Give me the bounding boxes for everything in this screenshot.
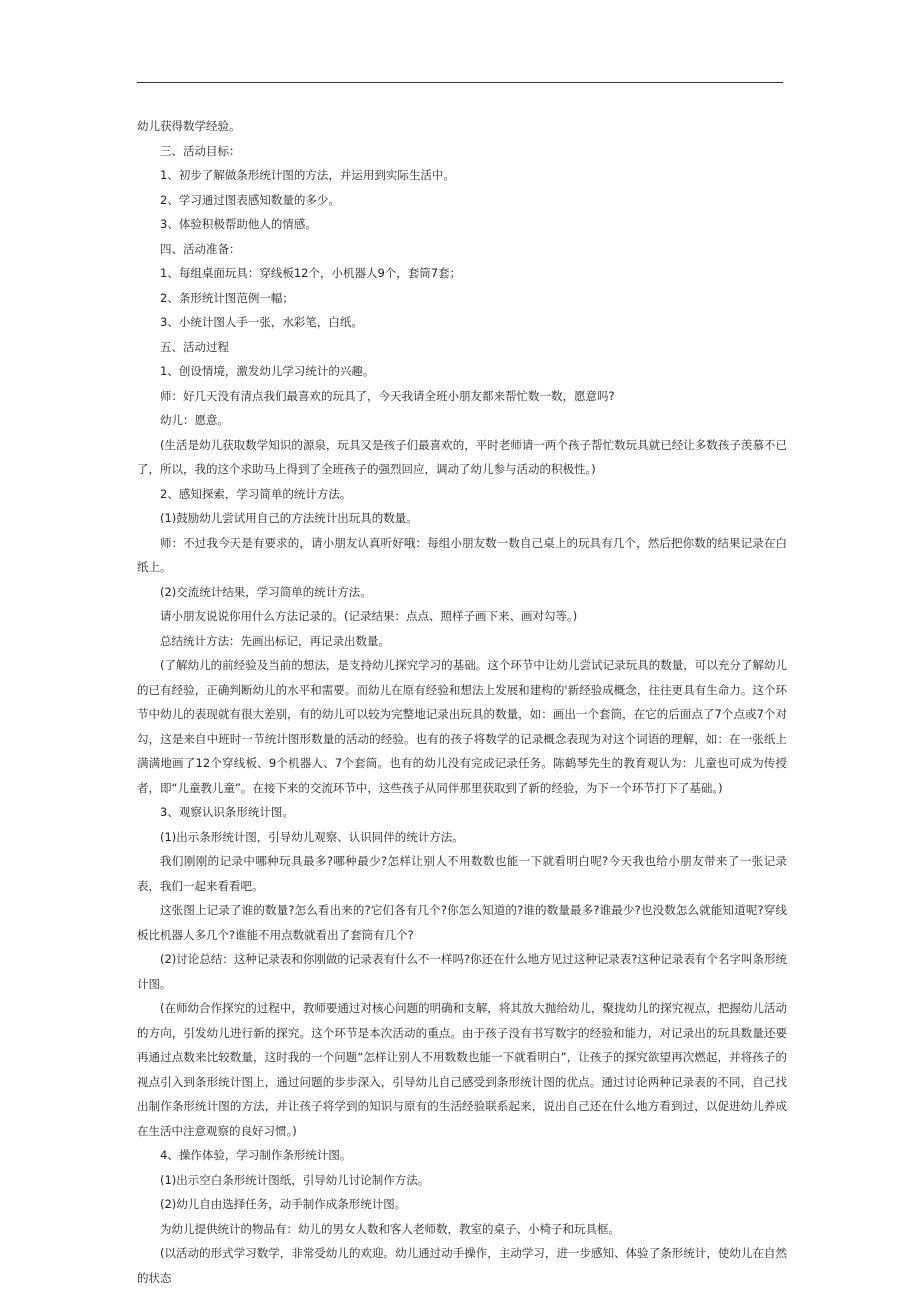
paragraph: 总结统计方法：先画出标记，再记录出数量。	[160, 633, 390, 648]
paragraph: (1)出示条形统计图，引导幼儿观察、认识同伴的统计方法。	[160, 829, 464, 844]
paragraph: 我们刚刚的记录中哪种玩具最多?哪种最少?怎样让别人不用数数也能一下就看明白呢?今天我也给小朋友带来了一张记录表，我们一起来看看吧。	[137, 854, 787, 893]
paragraph: (2)讨论总结：这种记录表和你刚做的记录表有什么不一样吗?你还在什么地方见过这种记录表?这种记录表有个名字叫条形统计图。	[137, 952, 787, 991]
section-heading: 三、活动目标：	[160, 143, 241, 158]
paragraph: 为幼儿提供统计的物品有：幼儿的男女人数和客人老师数，教室的桌子、小椅子和玩具框。	[160, 1221, 620, 1236]
commentary-paragraph: (生活是幼儿获取数学知识的源泉，玩具又是孩子们最喜欢的，平时老师请一两个孩子帮忙数玩具就已经让多数孩子羡慕不已了，所以，我的这个求助马上得到了全班孩子的强烈回应，调动了幼儿参与活动的积极性。)	[137, 437, 787, 476]
paragraph: 幼儿获得数学经验。	[137, 119, 241, 133]
list-item: 1、初步了解做条形统计图的方法，并运用到实际生活中。	[160, 168, 455, 182]
commentary-paragraph: (了解幼儿的前经验及当前的想法，是支持幼儿探究学习的基础。这个环节中让幼儿尝试记录玩具的数量，可以充分了解幼儿的已有经验，正确判断幼儿的水平和需要。而幼儿在原有经验和想法上发展和建构的'新经验成概念，往往更具有生命力。这个环节中幼儿的表现就有很大差别，有的幼儿可以较为完整地记录出玩具的数量，如：画出一个套筒，在它的后面点了7个点或7个对勾，这是来自中班时一节统计图形数量的活动的经验。也有的孩子将数学的记录概念表现为对这个词语的理解，如：在一张纸上满满地画了12个穿线板、9个机器人、7个套筒。也有的幼儿没有完成记录任务。陈鹤琴先生的教育观认为：儿童也可成为传授者，即“儿童教儿童”。在接下来的交流环节中，这些孩子从同伴那里获取到了新的经验，为下一个环节打下了基础。)	[137, 658, 787, 795]
paragraph: (2)幼儿自由选择任务，动手制作成条形统计图。	[160, 1197, 407, 1211]
list-item: 2、学习通过图表感知数量的多少。	[160, 192, 340, 207]
list-item: 3、体验积极帮助他人的情感。	[160, 217, 317, 231]
paragraph: (2)交流统计结果，学习简单的统计方法。	[160, 584, 372, 599]
step-heading: 3、观察认识条形统计图。	[160, 805, 294, 819]
section-heading: 五、活动过程	[160, 339, 229, 354]
document-body	[137, 114, 787, 1290]
paragraph: (1)出示空白条形统计图纸，引导幼儿讨论制作方法。	[160, 1172, 430, 1187]
step-heading: 4、操作体验，学习制作条形统计图。	[160, 1148, 352, 1162]
paragraph: 师：不过我今天是有要求的，请小朋友认真听好哦：每组小朋友数一数自己桌上的玩具有几个，然后把你数的结果记录在白纸上。	[137, 535, 787, 574]
step-heading: 2、感知探索，学习简单的统计方法。	[160, 486, 352, 501]
paragraph: 师：好几天没有清点我们最喜欢的玩具了，今天我请全班小朋友都来帮忙数一数，愿意吗?	[160, 388, 615, 403]
paragraph: (1)鼓励幼儿尝试用自己的方法统计出玩具的数量。	[160, 511, 418, 525]
header-rule	[137, 82, 783, 83]
paragraph: 幼儿：愿意。	[160, 413, 229, 427]
list-item: 2、条形统计图范例一幅；	[160, 290, 294, 305]
list-item: 1、每组桌面玩具：穿线板12个，小机器人9个，套筒7套；	[160, 266, 462, 280]
section-heading: 四、活动准备：	[160, 241, 241, 256]
step-heading: 1、创设情境，激发幼儿学习统计的兴趣。	[160, 364, 375, 378]
commentary-paragraph: (在师幼合作探究的过程中，教师要通过对核心问题的明确和支解，将其放大抛给幼儿，聚拢幼儿的探究视点，把握幼儿活动的方向，引发幼儿进行新的探究。这个环节是本次活动的重点。由于孩子没有书写数字的经验和能力，对记录出的玩具数量还要再通过点数来比较数量，这时我的一个问题“怎样让别人不用数数也能一下就看明白”，让孩子的探究欲望再次燃起，并将孩子的视点引入到条形统计图上，通过问题的步步深入，引导幼儿自己感受到条形统计图的优点。通过讨论两种记录表的不同，自己找出制作条形统计图的方法，并让孩子将学到的知识与原有的生活经验联系起来，说出自己还在什么地方看到过，以促进幼儿养成在生活中注意观察的良好习惯。)	[137, 1001, 787, 1138]
commentary-paragraph: (以活动的形式学习数学，非常受幼儿的欢迎。幼儿通过动手操作，主动学习，进一步感知、体验了条形统计，使幼儿在自然的状态	[137, 1246, 787, 1285]
list-item: 3、小统计图人手一张，水彩笔，白纸。	[160, 315, 363, 329]
paragraph: 请小朋友说说你用什么方法记录的。(记录结果：点点、照样子画下来、画对勾等。)	[160, 609, 578, 623]
paragraph: 这张图上记录了谁的数量?怎么看出来的?它们各有几个?你怎么知道的?谁的数量最多?谁最少?也没数怎么就能知道呢?穿线板比机器人多几个?谁能不用点数就看出了套筒有几个?	[137, 903, 787, 942]
